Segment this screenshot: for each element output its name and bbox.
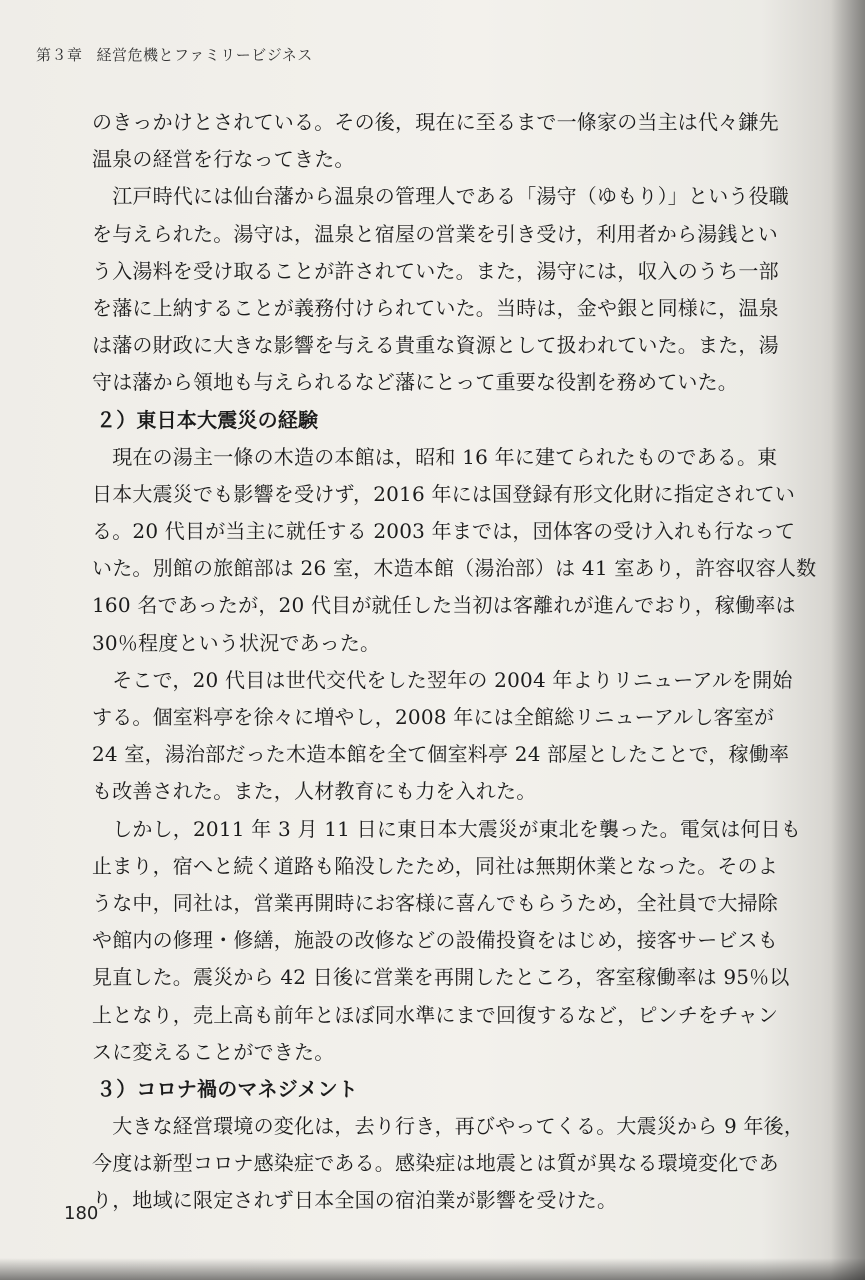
text-line: いた。別館の旅館部は 26 室，木造本館（湯治部）は 41 室あり，許容収容人数 [92,556,817,581]
page-number: 180 [64,1203,99,1224]
running-header [36,44,313,65]
text-line: 温泉の経営を行なってきた。 [92,147,355,172]
section-heading: ２）東日本大震災の経験 [96,407,319,432]
text-line: は藩の財政に大きな影響を与える貴重な資源として扱われていた。また，湯 [92,333,779,358]
body-text [92,104,817,1220]
chapter-number: 第３章 [36,46,83,64]
text-line: 止まり，宿へと続く道路も陥没したため，同社は無期休業となった。そのよ [92,853,778,878]
chapter-title: 経営危機とファミリービジネス [96,46,313,64]
text-line: る。20 代目が当主に就任する 2003 年までは，団体客の受け入れも行なって [92,519,796,544]
text-line: 江戸時代には仙台藩から温泉の管理人である「湯守（ゆもり）」という役職 [92,184,789,209]
text-line: 守は藩から領地も与えられるなど藩にとって重要な役割を務めていた。 [92,370,738,395]
text-line: 大きな経営環境の変化は，去り行き，再びやってくる。大震災から 9 年後， [92,1114,805,1139]
text-line: しかし，2011 年 3 月 11 日に東日本大震災が東北を襲った。電気は何日も [92,816,802,841]
text-line: を与えられた。湯守は，温泉と宿屋の営業を引き受け，利用者から湯銭とい [92,221,778,246]
text-line: 今度は新型コロナ感染症である。感染症は地震とは質が異なる環境変化であ [92,1151,779,1176]
text-line: を藩に上納することが義務付けられていた。当時は，金や銀と同様に，温泉 [92,295,779,320]
text-line: 見直した。震災から 42 日後に営業を再開したところ，客室稼働率は 95％以 [92,965,790,990]
text-line: する。個室料亭を徐々に増やし，2008 年には全館総リニューアルし客室が [92,705,775,729]
text-line: う入湯料を受け取ることが許されていた。また，湯守には，収入のうち一部 [92,258,779,283]
text-line: スに変えることができた。 [92,1039,335,1064]
text-line: 30％程度という状況であった。 [92,630,381,655]
text-line: も改善された。また，人材教育にも力を入れた。 [92,779,537,804]
text-line: 現在の湯主一條の木造の本館は，昭和 16 年に建てられたものである。東 [92,444,778,469]
text-line: 24 室，湯治部だった木造本館を全て個室料亭 24 部屋としたことで，稼働率 [92,742,790,767]
text-line: うな中，同社は，営業再開時にお客様に喜んでもらうため，全社員で大掃除 [92,890,778,915]
page-edge-shadow [831,0,865,1280]
text-line: 上となり，売上高も前年とほぼ同水準にまで回復するなど，ピンチをチャン [92,1002,779,1027]
text-line: そこで，20 代目は世代交代をした翌年の 2004 年よりリニューアルを開始 [92,667,793,692]
text-line: や館内の修理・修繕，施設の改修などの設備投資をはじめ，接客サービスも [92,928,778,953]
text-line: のきっかけとされている。その後，現在に至るまで一條家の当主は代々鎌先 [92,110,779,134]
text-line: 160 名であったが，20 代目が就任した当初は客離れが進んでおり，稼働率は [92,593,796,618]
text-line: 日本大震災でも影響を受けず，2016 年には国登録有形文化財に指定されてい [92,481,796,506]
text-line: り，地域に限定されず日本全国の宿泊業が影響を受けた。 [92,1188,618,1213]
page-bottom-shadow [0,1258,865,1280]
section-heading: ３）コロナ禍のマネジメント [96,1076,358,1101]
